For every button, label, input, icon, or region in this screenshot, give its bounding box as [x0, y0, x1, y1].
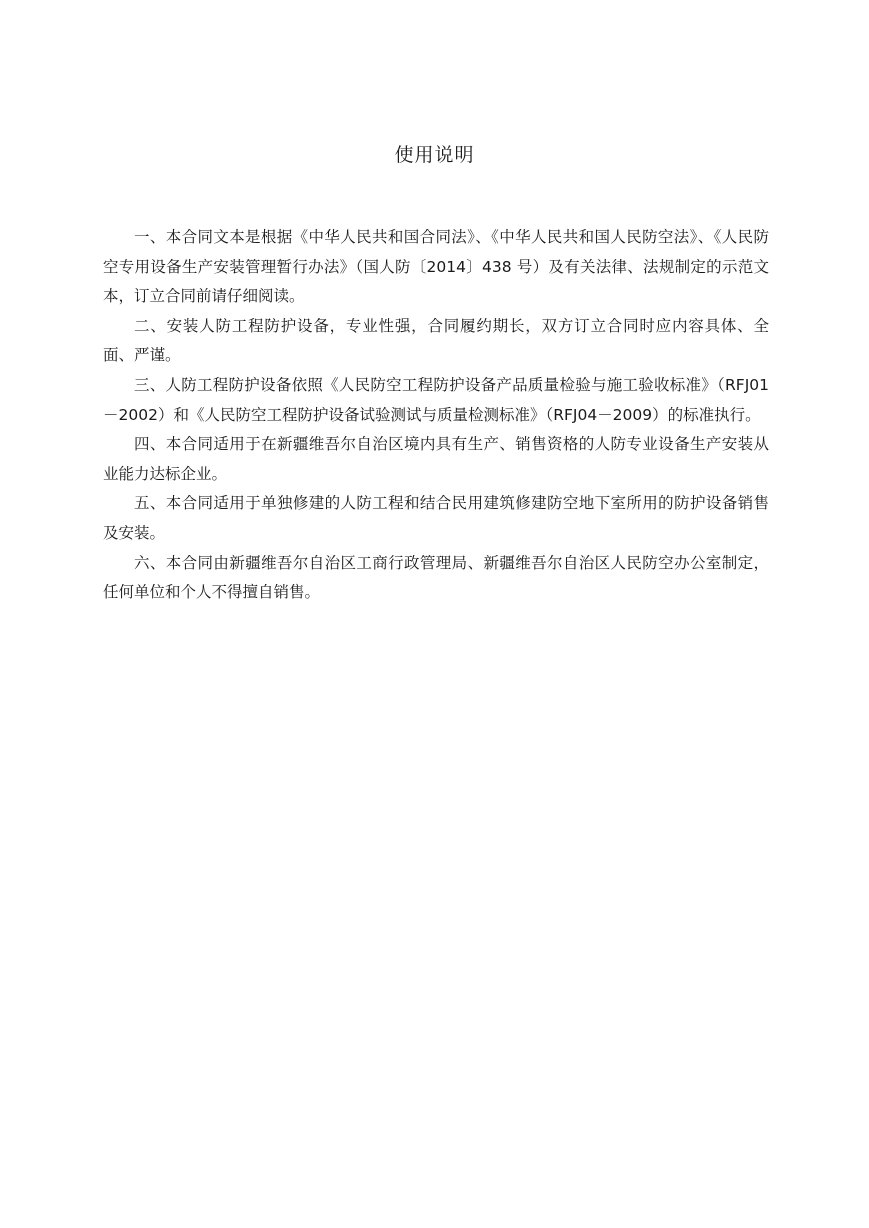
page-title: 使用说明	[394, 144, 475, 166]
document-body	[103, 223, 769, 608]
paragraph-1: 一、本合同文本是根据《中华人民共和国合同法》、《中华人民共和国人民防空法》、《人民防空专用设备生产安装管理暂行办法》（国人防〔2014〕438 号）及有关法律、法规制定的示范文本，订立合同前请仔细阅读。	[103, 228, 769, 306]
paragraph-3: 三、人防工程防护设备依照《人民防空工程防护设备产品质量检验与施工验收标准》（RFJ01－2002）和《人民防空工程防护设备试验测试与质量检测标准》（RFJ04－2009）的标准执行。	[103, 375, 769, 424]
paragraph-4: 四、本合同适用于在新疆维吾尔自治区境内具有生产、销售资格的人防专业设备生产安装从业能力达标企业。	[103, 435, 769, 483]
paragraph-5: 五、本合同适用于单独修建的人防工程和结合民用建筑修建防空地下室所用的防护设备销售及安装。	[103, 494, 769, 542]
paragraph-6: 六、本合同由新疆维吾尔自治区工商行政管理局、新疆维吾尔自治区人民防空办公室制定，任何单位和个人不得擅自销售。	[103, 553, 769, 602]
paragraph-2: 二、安装人防工程防护设备，专业性强，合同履约期长，双方订立合同时应内容具体、全面、严谨。	[103, 316, 769, 365]
